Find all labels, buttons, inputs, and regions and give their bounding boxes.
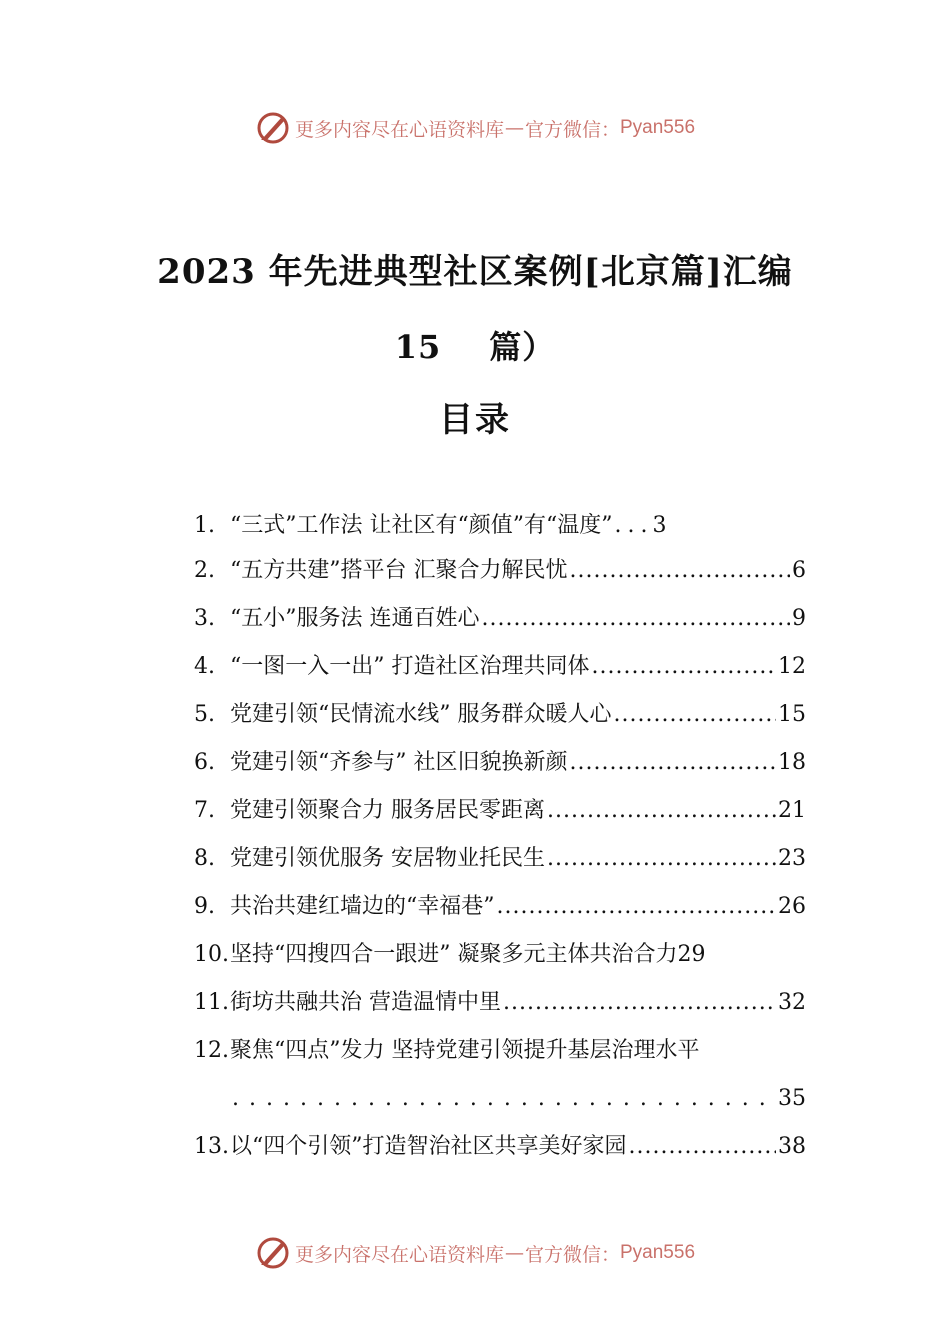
toc-entry-number: 6. <box>194 750 215 775</box>
toc-entry-continuation[interactable] <box>194 1075 806 1123</box>
toc-entry-title: “五方共建”搭平台 汇聚合力解民忧 <box>230 558 568 583</box>
toc-leader-dots <box>614 691 777 739</box>
toc-entry-page: 32 <box>778 990 806 1015</box>
toc-entry-number: 2. <box>194 558 215 583</box>
toc-entry-title: 党建引领优服务 安居物业托民生 <box>230 846 545 871</box>
toc-leader-dots <box>614 505 650 547</box>
toc-entry-number: 3. <box>194 606 215 631</box>
toc-leader-dots <box>232 1075 776 1123</box>
toc-entry-page: 23 <box>778 846 806 871</box>
toc-entry[interactable] <box>194 883 806 931</box>
toc-leader-dots <box>503 979 776 1027</box>
toc-entry-title: 聚焦“四点”发力 坚持党建引领提升基层治理水平 <box>230 1038 700 1063</box>
toc-entry[interactable] <box>194 691 806 739</box>
toc-entry-page: 15 <box>778 702 806 727</box>
toc-entry-number: 9. <box>194 894 215 919</box>
watermark-label: 官方微信： <box>524 1243 620 1266</box>
toc-entry[interactable] <box>194 835 806 883</box>
document-title: 2023 年先进典型社区案例[北京篇]汇编 <box>157 252 793 292</box>
toc-entry-number: 4. <box>194 654 215 679</box>
watermark-text: 更多内容尽在心语资料库 <box>294 1243 504 1266</box>
pen-logo-icon <box>255 1235 291 1271</box>
toc-entry-page: 6 <box>792 558 806 583</box>
toc-entry-title: 以“四个引领”打造智治社区共享美好家园 <box>230 1134 627 1159</box>
toc-entry[interactable] <box>194 1123 806 1171</box>
toc-leader-dots <box>547 835 776 883</box>
title-count-suffix: 篇） <box>489 328 556 366</box>
toc-heading: 目录 <box>439 400 511 440</box>
toc-entry[interactable] <box>194 1027 806 1075</box>
toc-entry[interactable] <box>194 595 806 643</box>
toc-entry-number: 13. <box>194 1134 229 1159</box>
toc-entry[interactable] <box>194 547 806 595</box>
toc-leader-dots <box>592 643 777 691</box>
toc-entry-title: “三式”工作法 让社区有“颜值”有“温度” <box>230 513 613 538</box>
toc-entry-page: 12 <box>778 654 806 679</box>
toc-entry[interactable] <box>194 643 806 691</box>
toc-leader-dots <box>570 739 777 787</box>
toc-entry[interactable] <box>194 739 806 787</box>
toc-entry-title: “一图一入一出” 打造社区治理共同体 <box>230 654 590 679</box>
toc-entry-page: 21 <box>778 798 806 823</box>
toc-entry-title: 坚持“四搜四合一跟进” 凝聚多元主体共治合力 <box>230 942 678 967</box>
toc-entry-number: 5. <box>194 702 215 727</box>
toc-entry-page: 18 <box>778 750 806 775</box>
watermark-header <box>0 108 950 148</box>
toc-entry-title: 街坊共融共治 营造温情中里 <box>230 990 501 1015</box>
toc-entry-number: 1. <box>194 513 215 538</box>
toc-leader-dots <box>570 547 791 595</box>
toc-entry[interactable] <box>194 787 806 835</box>
watermark-label: 官方微信： <box>524 118 620 141</box>
toc-entry-title: 党建引领“齐参与” 社区旧貌换新颜 <box>230 750 568 775</box>
toc-entry-page: 38 <box>778 1134 806 1159</box>
toc-entry-number: 7. <box>194 798 215 823</box>
watermark-separator: — <box>504 117 524 139</box>
watermark-text: 更多内容尽在心语资料库 <box>294 118 504 141</box>
toc-entry-page: 26 <box>778 894 806 919</box>
pen-logo-icon <box>255 110 291 146</box>
toc-leader-dots <box>547 787 776 835</box>
watermark-wechat-id: Pyan556 <box>620 1242 696 1263</box>
toc-entry[interactable] <box>194 979 806 1027</box>
toc-entry-title: 党建引领聚合力 服务居民零距离 <box>230 798 545 823</box>
toc-entry[interactable] <box>194 931 806 979</box>
toc-entry-title: 共治共建红墙边的“幸福巷” <box>230 894 495 919</box>
toc-entry-page: 35 <box>778 1086 806 1111</box>
toc-entry[interactable] <box>194 505 806 547</box>
toc-entry-number: 8. <box>194 846 215 871</box>
document-title-count <box>0 322 950 368</box>
toc-entry-page: 3 <box>652 513 667 538</box>
table-of-contents <box>194 505 806 1171</box>
toc-leader-dots <box>629 1123 777 1171</box>
title-count-number: 15 <box>394 328 442 366</box>
toc-leader-dots <box>497 883 777 931</box>
watermark-separator: — <box>504 1242 524 1264</box>
watermark-wechat-id: Pyan556 <box>620 117 696 138</box>
toc-entry-title: “五小”服务法 连通百姓心 <box>230 606 480 631</box>
toc-entry-number: 12. <box>194 1038 229 1063</box>
toc-entry-number: 11. <box>194 990 229 1015</box>
watermark-footer <box>0 1233 950 1273</box>
toc-entry-page: 29 <box>677 942 706 967</box>
toc-entry-title: 党建引领“民情流水线” 服务群众暖人心 <box>230 702 612 727</box>
toc-entry-page: 9 <box>792 606 806 631</box>
toc-leader-dots <box>482 595 791 643</box>
toc-entry-number: 10. <box>194 942 229 967</box>
